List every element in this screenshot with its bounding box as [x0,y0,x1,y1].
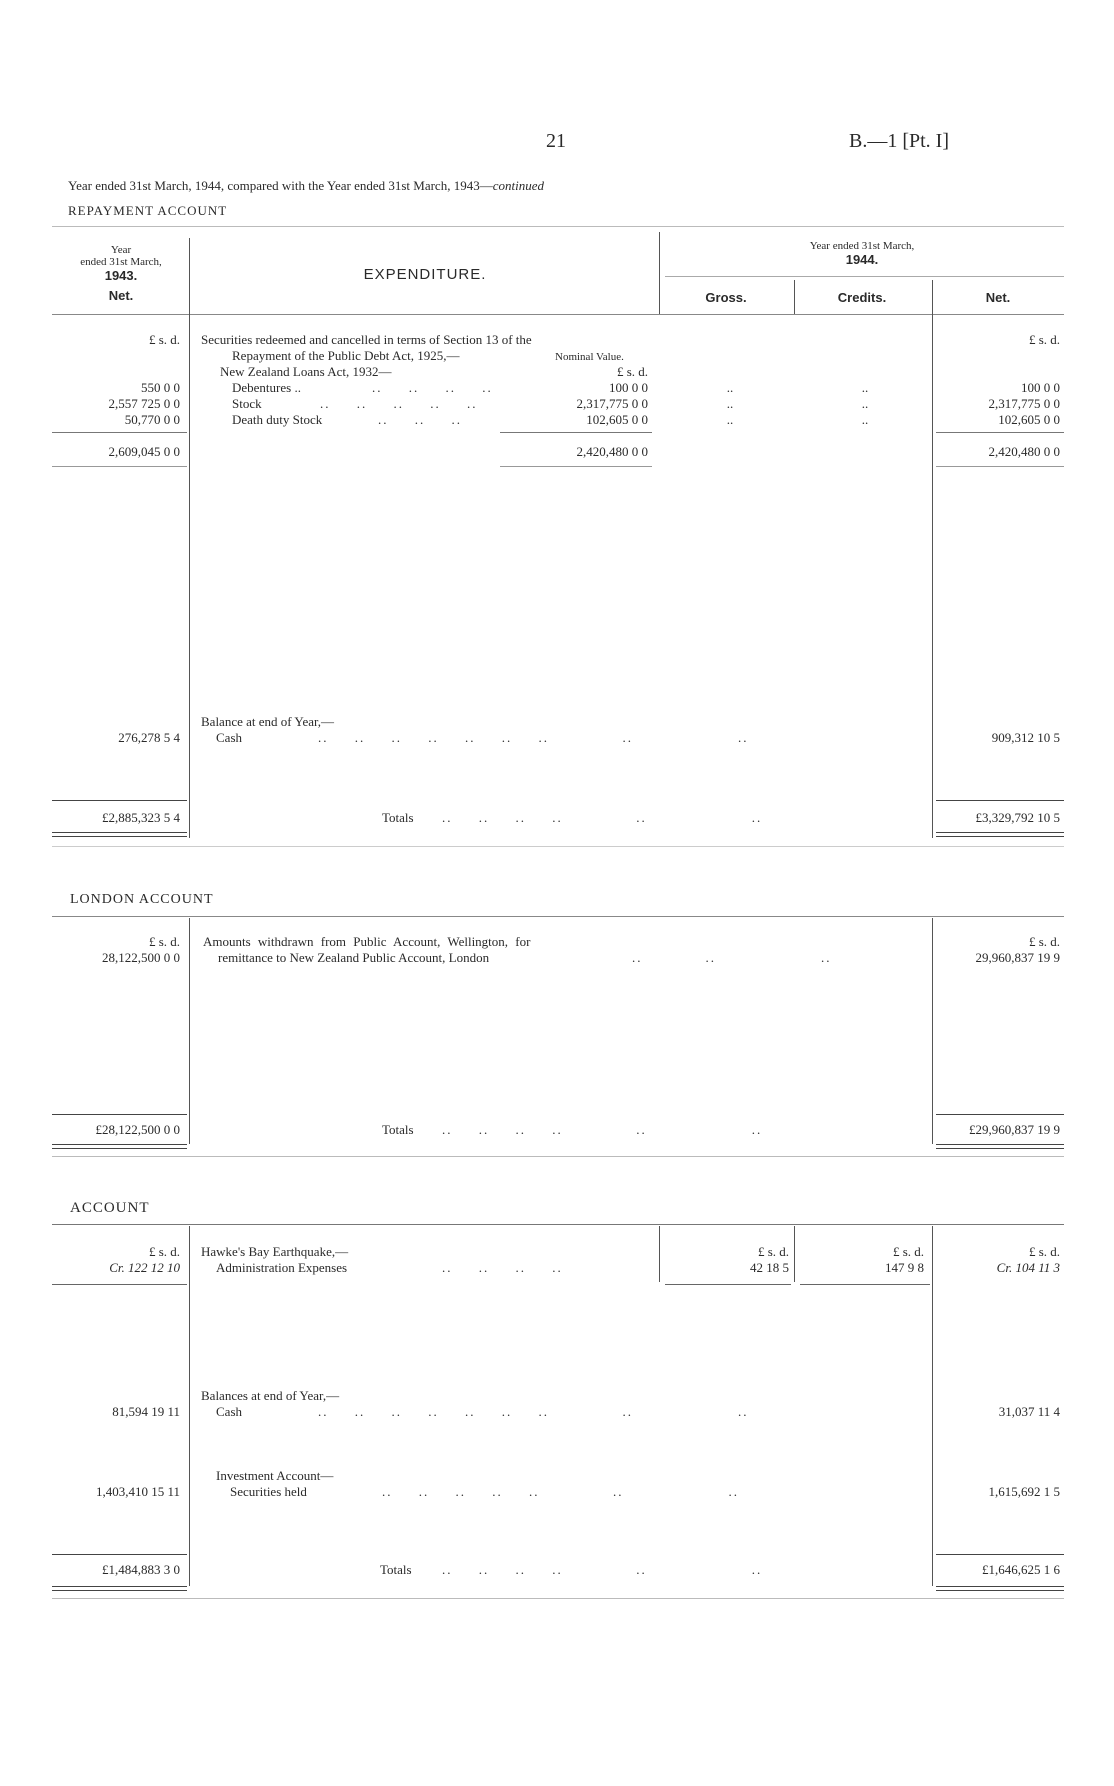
account-prev-credit: Cr. 122 12 10 [109,1260,180,1275]
repayment-subtotal-rule-net [936,432,1064,433]
account-invest-label: Investment Account— [216,1468,334,1483]
london-divider-prev [189,918,190,1144]
col-curr-header-1: Year ended 31st March, [809,240,915,252]
repayment-subtotal-rule-prev [52,432,187,433]
account-gross-unit: £ s. d. [757,1244,789,1259]
repayment-account-title: REPAYMENT ACCOUNT [68,203,228,218]
repayment-prev-unit: £ s. d. [148,332,180,347]
page-subtitle-main: Year ended 31st March, 1944, compared with the Year ended 31st March, 1943— [68,178,493,193]
repayment-totals-prev: £2,885,323 5 4 [102,810,180,825]
account-row-underline-credits [800,1284,930,1285]
account-totals-double-rule-prev [52,1586,187,1591]
account-totals-prev: £1,484,883 3 0 [102,1562,180,1577]
repayment-balance-prev: 276,278 5 4 [118,730,180,745]
col-prev-year: 1943. [104,268,138,283]
account-prev-unit: £ s. d. [148,1244,180,1259]
london-totals-leader: .. .. .. .. .. .. [442,1122,763,1137]
repayment-cash-label: Cash [216,730,242,745]
account-title: ACCOUNT [70,1200,150,1216]
stock-net: 2,317,775 0 0 [988,396,1060,411]
death-duty-label: Death duty Stock [232,412,323,427]
london-net-unit: £ s. d. [1028,934,1060,949]
repayment-totals-label: Totals [382,810,414,825]
page-subtitle [68,178,544,194]
london-account-title: LONDON ACCOUNT [70,892,214,907]
repayment-totals-rule-prev [52,800,187,801]
london-totals-rule-prev [52,1114,187,1115]
repayment-desc-line1: Securities redeemed and cancelled in terms of Section 13 of the [201,332,532,347]
debentures-credits: .. [861,380,869,395]
london-bottom-rule [52,1156,1064,1157]
repayment-divider-desc [659,232,660,314]
account-row-underline-prev [52,1284,187,1285]
debentures-nominal: 100 0 0 [609,380,648,395]
col-curr-year: 1944. [845,252,879,267]
account-divider-desc [659,1226,660,1282]
london-net-value: 29,960,837 19 9 [975,950,1060,965]
london-desc-leader: .. .. .. [632,950,832,965]
london-top-rule [52,916,1064,917]
repayment-totals-double-rule-prev [52,832,187,837]
repayment-desc-line3: New Zealand Loans Act, 1932— [220,364,392,379]
account-row-underline-gross [665,1284,791,1285]
london-totals-rule-net [936,1114,1064,1115]
account-net-value [932,1260,1060,1276]
stock-nominal: 2,317,775 0 0 [576,396,648,411]
repayment-divider-prev [189,238,190,838]
account-totals-label: Totals [380,1562,412,1577]
curr-header-rule [665,276,1064,277]
repayment-totals-rule-net [936,800,1064,801]
col-prev-net: Net. [108,288,134,303]
repayment-totals-leader: .. .. .. .. .. .. [442,810,763,825]
repayment-totals-double-rule-net [936,832,1064,837]
london-totals-double-rule-net [936,1144,1064,1149]
document-reference: B.—1 [Pt. I] [849,130,949,152]
debentures-gross: .. [726,380,734,395]
account-cash-prev: 81,594 19 11 [112,1404,180,1419]
death-duty-credits: .. [861,412,869,427]
london-desc-line2: remittance to New Zealand Public Account, London [218,950,490,965]
repayment-desc-line2: Repayment of the Public Debt Act, 1925,— [232,348,460,363]
stock-label: Stock [232,396,262,411]
stock-gross: .. [726,396,734,411]
account-desc-line1: Hawke's Bay Earthquake,— [201,1244,349,1259]
account-divider-gross [794,1226,795,1282]
account-bottom-rule [52,1598,1064,1599]
debentures-net: 100 0 0 [1021,380,1060,395]
nominal-value-unit: £ s. d. [616,364,648,379]
london-prev-unit: £ s. d. [148,934,180,949]
debentures-label: Debentures .. [232,380,301,395]
london-totals-label: Totals [382,1122,414,1137]
account-totals-rule-net [936,1554,1064,1555]
repayment-subtotal-underline-nominal [500,466,652,467]
account-top-rule [52,1224,1064,1225]
col-gross: Gross. [705,290,747,305]
repayment-subtotal-prev: 2,609,045 0 0 [108,444,180,459]
death-duty-leader: .. .. .. [378,412,462,427]
page-subtitle-continued: continued [492,178,544,193]
death-duty-prev: 50,770 0 0 [124,412,180,427]
debentures-leader: .. .. .. .. [372,380,493,395]
repayment-subtotal-underline-prev [52,466,187,467]
account-credits-unit: £ s. d. [892,1244,924,1259]
london-desc-line1: Amounts withdrawn from Public Account, Wellington, for [203,934,531,949]
col-prev-header-2: ended 31st March, [80,256,162,268]
account-totals-leader: .. .. .. .. .. .. [442,1562,763,1577]
london-prev-value: 28,122,500 0 0 [102,950,180,965]
repayment-subtotal-nominal: 2,420,480 0 0 [576,444,648,459]
account-invest-net: 1,615,692 1 5 [988,1484,1060,1499]
account-net-credit: Cr. 104 11 3 [996,1260,1060,1275]
account-gross-value: 42 18 5 [750,1260,789,1275]
repayment-subtotal-net: 2,420,480 0 0 [988,444,1060,459]
account-net-unit: £ s. d. [1028,1244,1060,1259]
account-securities-label: Securities held [230,1484,307,1499]
london-totals-prev: £28,122,500 0 0 [95,1122,180,1137]
stock-leader: .. .. .. .. .. [320,396,478,411]
repayment-top-rule [52,226,1064,227]
account-cash-label: Cash [216,1404,242,1419]
account-totals-rule-prev [52,1554,187,1555]
debentures-prev: 550 0 0 [141,380,180,395]
repayment-header-rule [52,314,1064,315]
account-securities-leader: .. .. .. .. .. .. .. [382,1484,739,1499]
col-credits: Credits. [837,290,887,305]
account-cash-leader: .. .. .. .. .. .. .. .. .. [318,1404,749,1419]
page-number: 21 [546,130,566,152]
death-duty-nominal: 102,605 0 0 [586,412,648,427]
stock-credits: .. [861,396,869,411]
repayment-subtotal-rule-nominal [500,432,652,433]
death-duty-net: 102,605 0 0 [998,412,1060,427]
account-cash-net: 31,037 11 4 [998,1404,1060,1419]
col-expenditure-header: EXPENDITURE. [363,266,487,283]
repayment-bottom-rule [52,846,1064,847]
col-prev-header-1: Year [110,244,132,256]
london-totals-double-rule-prev [52,1144,187,1149]
repayment-balance-net: 909,312 10 5 [991,730,1060,745]
account-desc-leader: .. .. .. .. [442,1260,563,1275]
repayment-cash-leader: .. .. .. .. .. .. .. .. .. [318,730,749,745]
repayment-totals-net: £3,329,792 10 5 [975,810,1060,825]
account-invest-prev: 1,403,410 15 11 [95,1484,180,1499]
repayment-net-unit: £ s. d. [1028,332,1060,347]
repayment-subtotal-underline-net [936,466,1064,467]
account-totals-net: £1,646,625 1 6 [982,1562,1060,1577]
stock-prev: 2,557 725 0 0 [108,396,180,411]
account-desc-line2: Administration Expenses [216,1260,348,1275]
account-prev-value [52,1260,180,1276]
account-credits-value: 147 9 8 [885,1260,924,1275]
london-totals-net: £29,960,837 19 9 [969,1122,1060,1137]
account-divider-prev [189,1226,190,1586]
col-net: Net. [985,290,1011,305]
repayment-balance-label: Balance at end of Year,— [201,714,335,729]
death-duty-gross: .. [726,412,734,427]
nominal-value-label: Nominal Value. [555,351,624,363]
repayment-divider-gross [794,280,795,314]
account-totals-double-rule-net [936,1586,1064,1591]
account-balances-label: Balances at end of Year,— [201,1388,340,1403]
repayment-divider-credits [932,280,933,838]
